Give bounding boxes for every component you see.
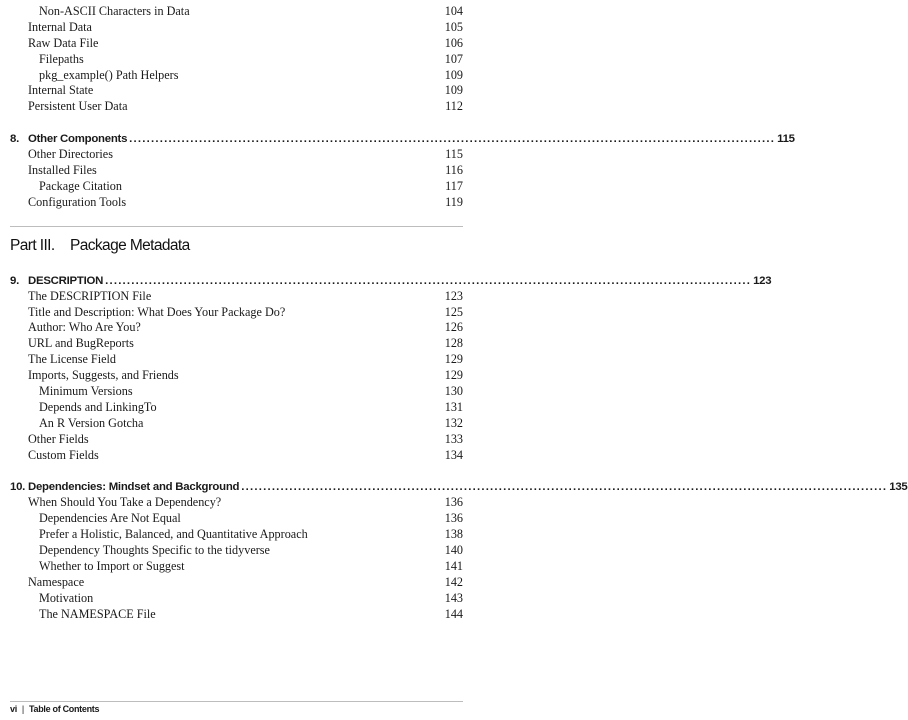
entry-title: URL and BugReports [28, 336, 134, 351]
toc-entry[interactable] [10, 400, 463, 416]
dot-leader: .................................................................................................................................................... [241, 481, 888, 494]
toc-continued-list [10, 4, 463, 115]
part-divider [10, 226, 463, 227]
entry-page: 105 [444, 19, 463, 34]
entry-page: 129 [444, 352, 463, 367]
entry-page: 131 [444, 399, 463, 414]
entry-title: Dependencies Are Not Equal [39, 511, 181, 526]
entry-page: 107 [444, 51, 463, 66]
entry-title: Internal State [28, 83, 94, 98]
entry-title: Filepaths [39, 51, 84, 66]
entry-title: When Should You Take a Dependency? [28, 495, 222, 510]
toc-entry[interactable] [10, 495, 463, 511]
toc-entry[interactable] [10, 320, 463, 336]
chapter-page: 135 [889, 481, 908, 494]
entry-page: 136 [444, 511, 463, 526]
entry-page: 109 [444, 83, 463, 98]
entry-page: 132 [444, 415, 463, 430]
entry-title: Dependency Thoughts Specific to the tidyverse [39, 543, 270, 558]
chapter-number: 9. [10, 274, 19, 287]
entry-page: 144 [444, 606, 463, 621]
page-footer [10, 704, 99, 714]
toc-entry[interactable] [10, 336, 463, 352]
entry-title: An R Version Gotcha [39, 415, 144, 430]
dot-leader: .................................................................................................................................................... [105, 274, 752, 287]
entry-title: Author: Who Are You? [28, 320, 141, 335]
table-of-contents [10, 4, 908, 623]
toc-entry[interactable] [10, 416, 463, 432]
toc-entry[interactable] [10, 352, 463, 368]
chapter-9-section [10, 273, 772, 464]
entry-title: Other Fields [28, 431, 89, 446]
chapter-title: DESCRIPTION [28, 274, 104, 287]
entry-title: The License Field [28, 352, 116, 367]
entry-title: Configuration Tools [28, 194, 127, 209]
entry-title: Namespace [28, 574, 85, 589]
toc-entry[interactable] [10, 511, 463, 527]
part-heading [10, 233, 463, 259]
entry-page: 136 [444, 495, 463, 510]
entry-title: Persistent User Data [28, 99, 128, 114]
entry-page: 138 [444, 527, 463, 542]
entry-page: 143 [444, 590, 463, 605]
footer-section-title: Table of Contents [28, 704, 100, 714]
footer-divider [10, 701, 463, 702]
entry-title: Title and Description: What Does Your Package Do? [28, 304, 286, 319]
entry-page: 128 [444, 336, 463, 351]
toc-entry[interactable] [10, 607, 463, 623]
toc-entry[interactable] [10, 163, 463, 179]
toc-entry[interactable] [10, 432, 463, 448]
chapter-heading[interactable] [10, 273, 772, 289]
entry-page: 125 [444, 304, 463, 319]
chapter-number: 8. [10, 133, 19, 146]
entry-title: Minimum Versions [39, 384, 133, 399]
entry-title: Motivation [39, 590, 94, 605]
part-title: Package Metadata [70, 236, 190, 254]
toc-entry[interactable] [10, 4, 463, 20]
toc-entry[interactable] [10, 20, 463, 36]
toc-entry[interactable] [10, 559, 463, 575]
entry-page: 123 [444, 288, 463, 303]
toc-entry[interactable] [10, 36, 463, 52]
chapter-heading[interactable] [10, 479, 908, 495]
toc-entry[interactable] [10, 591, 463, 607]
entry-page: 133 [444, 431, 463, 446]
entry-page: 140 [444, 543, 463, 558]
entry-page: 115 [445, 147, 463, 162]
entry-page: 116 [445, 163, 463, 178]
entry-title: Depends and LinkingTo [39, 399, 157, 414]
toc-entry[interactable] [10, 289, 463, 305]
entry-page: 129 [444, 368, 463, 383]
toc-entry[interactable] [10, 195, 463, 211]
footer-separator: | [21, 704, 24, 714]
entry-title: Package Citation [39, 178, 122, 193]
toc-entry[interactable] [10, 384, 463, 400]
entry-page: 109 [444, 67, 463, 82]
entry-title: Non-ASCII Characters in Data [39, 4, 190, 18]
entry-page: 106 [444, 35, 463, 50]
entry-title: pkg_example() Path Helpers [39, 67, 179, 82]
entry-title: Raw Data File [28, 35, 99, 50]
toc-entry[interactable] [10, 83, 463, 99]
entry-page: 142 [444, 574, 463, 589]
toc-entry[interactable] [10, 575, 463, 591]
entry-page: 119 [445, 194, 463, 209]
entry-title: Custom Fields [28, 447, 99, 462]
entry-title: The DESCRIPTION File [28, 288, 152, 303]
entry-page: 104 [444, 4, 463, 18]
entry-title: Installed Files [28, 163, 97, 178]
entry-page: 141 [444, 558, 463, 573]
chapter-8-section [10, 131, 795, 211]
chapter-page: 123 [753, 274, 772, 287]
part-label: Part III. [10, 236, 55, 254]
chapter-number: 10. [10, 481, 26, 494]
toc-entry[interactable] [10, 305, 463, 321]
toc-entry[interactable] [10, 52, 463, 68]
toc-entry[interactable] [10, 448, 463, 464]
entry-title: Prefer a Holistic, Balanced, and Quantitative Approach [39, 527, 308, 542]
chapter-title: Dependencies: Mindset and Background [28, 481, 240, 494]
toc-entry[interactable] [10, 179, 463, 195]
dot-leader: .................................................................................................................................................... [129, 133, 776, 146]
toc-entry[interactable] [10, 368, 463, 384]
toc-entry[interactable] [10, 68, 463, 84]
entry-page: 126 [444, 320, 463, 335]
toc-entry[interactable] [10, 527, 463, 543]
toc-entry[interactable] [10, 147, 463, 163]
entry-title: Whether to Import or Suggest [39, 558, 185, 573]
entry-page: 130 [444, 384, 463, 399]
chapter-page: 115 [777, 133, 795, 146]
toc-entry[interactable] [10, 543, 463, 559]
chapter-10-section [10, 479, 908, 622]
chapter-heading[interactable] [10, 131, 795, 147]
entry-page: 112 [445, 99, 463, 114]
entry-page: 117 [445, 178, 463, 193]
chapter-title: Other Components [28, 133, 128, 146]
footer-page-number: vi [10, 704, 17, 714]
entry-title: The NAMESPACE File [39, 606, 156, 621]
entry-page: 134 [444, 447, 463, 462]
toc-entry[interactable] [10, 99, 463, 115]
entry-title: Imports, Suggests, and Friends [28, 368, 179, 383]
entry-title: Other Directories [28, 147, 113, 162]
entry-title: Internal Data [28, 19, 92, 34]
